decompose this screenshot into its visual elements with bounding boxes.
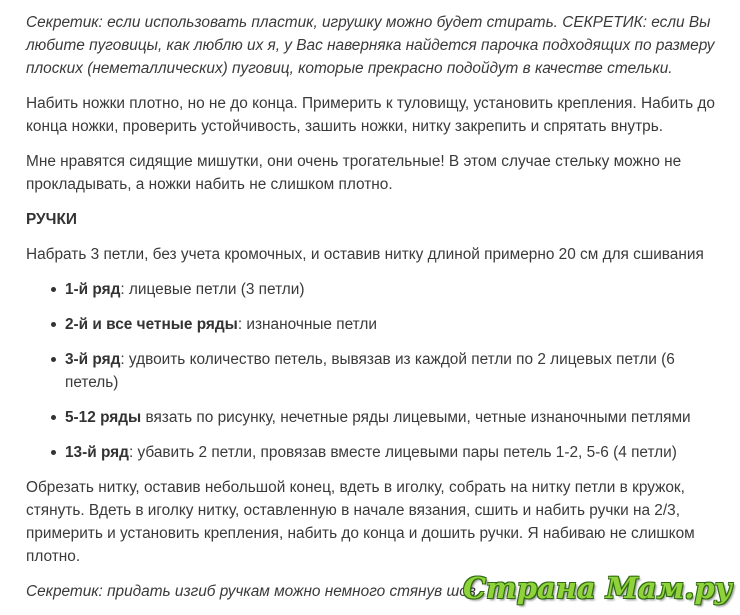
list-item	[65, 348, 726, 394]
row-label: 3-й ряд	[65, 351, 121, 368]
row-label: 5-12 ряды	[65, 409, 142, 426]
list-item	[65, 313, 726, 336]
site-watermark-logo: Страна Мам.ру	[462, 571, 732, 605]
cast-on-paragraph: Набрать 3 петли, без учета кромочных, и оставив нитку длиной примерно 20 см для сшивания	[26, 246, 704, 263]
row-text: : удвоить количество петель, вывязав из каждой петли по 2 лицевых петли (6 петель)	[65, 351, 675, 391]
row-text: : изнаночные петли	[237, 316, 377, 333]
row-label: 13-й ряд	[65, 444, 129, 461]
row-text: вязать по рисунку, нечетные ряды лицевыми, четные изнаночными петлями	[141, 409, 691, 426]
row-text: : убавить 2 петли, провязав вместе лицевыми пары петель 1-2, 5-6 (4 петли)	[128, 444, 677, 461]
list-item	[65, 278, 726, 301]
sitting-bear-paragraph: Мне нравятся сидящие мишутки, они очень трогательные! В этом случае стельку можно не прокладывать, а ножки набить не слишком плотно.	[26, 153, 682, 193]
secret-note-paragraph: Секретик: если использовать пластик, игрушку можно будет стирать. СЕКРЕТИК: если Вы любите пуговицы, как люблю их я, у Вас наверняка найдется парочка подходящих по размеру плоских (неметаллических) пуговиц, которые прекрасно подойдут в качестве стельки.	[26, 14, 715, 77]
list-item	[65, 406, 726, 429]
section-heading-arms: РУЧКИ	[26, 211, 77, 228]
row-label: 2-й и все четные ряды	[65, 316, 238, 333]
finishing-paragraph: Обрезать нитку, оставив небольшой конец, вдеть в иголку, собрать на нитку петли в кружок, стянуть. Вдеть в иголку нитку, оставленную в начале вязания, сшить и набить ручки на 2/3, примерить и установить крепления, набить до конца и дошить ручки. Я набиваю не слишком плотно.	[26, 479, 695, 565]
legs-stuffing-paragraph: Набить ножки плотно, но не до конца. Примерить к туловищу, установить крепления. Набить до конца ножки, проверить устойчивость, зашить ножки, нитку закрепить и спрятать внутрь.	[26, 95, 715, 135]
row-text: : лицевые петли (3 петли)	[120, 281, 305, 298]
secret-bend-paragraph: Секретик: придать изгиб ручкам можно немного стянув шов.	[26, 583, 481, 600]
rows-list	[26, 278, 726, 464]
list-item	[65, 441, 726, 464]
row-label: 1-й ряд	[65, 281, 121, 298]
article-content	[26, 11, 726, 615]
